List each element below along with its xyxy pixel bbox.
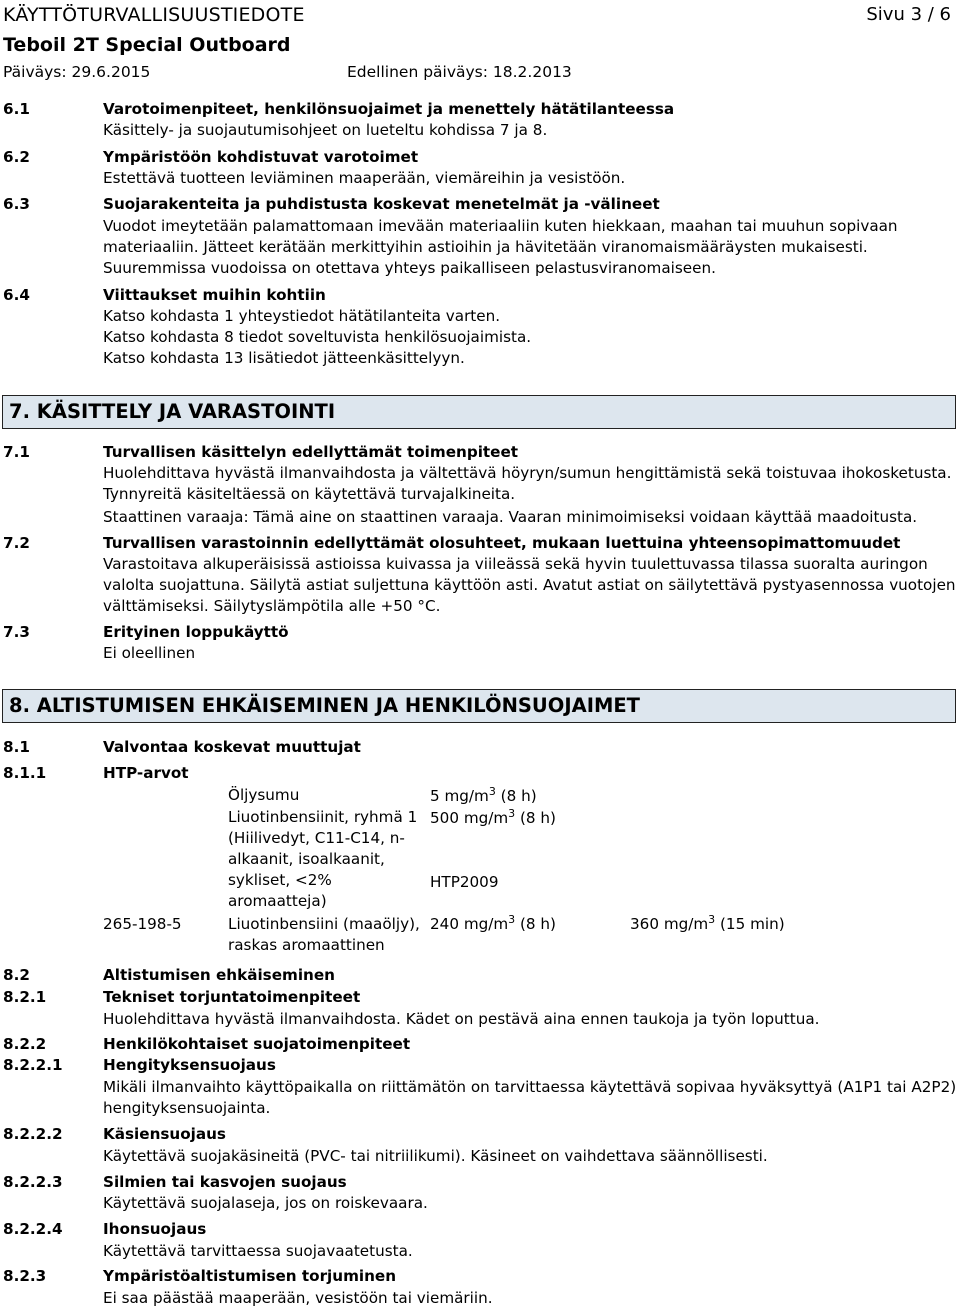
- section-heading: HTP-arvot: [103, 764, 189, 782]
- section-7-title-bar: 7. KÄSITTELY JA VARASTOINTI: [2, 395, 956, 429]
- section-heading: Valvontaa koskevat muuttujat: [103, 738, 361, 756]
- section-number: 7.1: [3, 443, 30, 461]
- section-number: 7.2: [3, 534, 30, 552]
- section-number: 8.2.2.3: [3, 1173, 63, 1191]
- section-number: 6.4: [3, 286, 30, 304]
- section-text: Estettävä tuotteen leviäminen maaperään, viemäreihin ja vesistöön.: [103, 169, 626, 187]
- htp-substance-name: Öljysumu: [228, 786, 300, 804]
- section-heading: Turvallisen käsittelyn edellyttämät toimenpiteet: [103, 443, 519, 461]
- section-heading: Ihonsuojaus: [103, 1220, 207, 1238]
- section-heading: Henkilökohtaiset suojatoimenpiteet: [103, 1035, 411, 1053]
- section-text: Käytettävä tarvittaessa suojavaatetusta.: [103, 1242, 413, 1260]
- section-heading: Suojarakenteita ja puhdistusta koskevat menetelmät ja -välineet: [103, 195, 660, 213]
- section-heading: Silmien tai kasvojen suojaus: [103, 1173, 347, 1191]
- section-text: Staattinen varaaja: Tämä aine on staattinen varaaja. Vaaran minimoimiseksi voidaan käyttää maadoitusta.: [103, 508, 918, 526]
- page-number: Sivu 3 / 6: [866, 4, 951, 25]
- section-number: 8.2: [3, 966, 30, 984]
- section-text: Katso kohdasta 13 lisätiedot jätteenkäsittelyyn.: [103, 349, 465, 367]
- section-text: Katso kohdasta 1 yhteystiedot hätätilanteita varten.: [103, 307, 501, 325]
- issue-date: Päiväys: 29.6.2015: [3, 63, 151, 81]
- section-text: Suuremmissa vuodoissa on otettava yhteys paikalliseen pelastusviranomaiseen.: [103, 259, 716, 277]
- product-name: Teboil 2T Special Outboard: [3, 34, 291, 56]
- htp-reference: HTP2009: [430, 873, 499, 891]
- section-heading: Varotoimenpiteet, henkilönsuojaimet ja menettely hätätilanteessa: [103, 100, 675, 118]
- section-number: 8.1.1: [3, 764, 47, 782]
- htp-substance-name: Liuotinbensiini (maaöljy), raskas aromaattinen: [228, 915, 420, 954]
- section-text: Varastoitava alkuperäisissä astioissa kuivassa ja viileässä sekä hyvin tuulettuvassa tilassa suoralta auringon valolta suojattuna. Säilytä astiat suljettuna käyttöön asti. Avatut astiat on säilytettävä pystyasennossa vuotojen välttämiseksi. Säilytyslämpötila alle +50 °C.: [103, 555, 956, 615]
- section-text: Vuodot imeytetään palamattomaan imevään materiaaliin kuten hiekkaan, maahan tai muuhun sopivaan materiaaliin. Jätteet kerätään merkittyihin astioihin ja hävitetään viranomaismääräysten mukaisesti.: [103, 217, 898, 256]
- section-heading: Erityinen loppukäyttö: [103, 623, 289, 641]
- htp-value-8h: 240 $mg/m^3$ (8 h): [430, 913, 556, 933]
- section-heading: Ympäristöön kohdistuvat varotoimet: [103, 148, 419, 166]
- section-number: 8.1: [3, 738, 30, 756]
- previous-date: Edellinen päiväys: 18.2.2013: [347, 63, 572, 81]
- section-number: 6.3: [3, 195, 30, 213]
- section-text: Katso kohdasta 8 tiedot soveltuvista henkilösuojaimista.: [103, 328, 532, 346]
- section-heading: Turvallisen varastoinnin edellyttämät olosuhteet, mukaan luettuina yhteensopimattomuudet: [103, 534, 901, 552]
- section-number: 8.2.2: [3, 1035, 47, 1053]
- section-heading: Altistumisen ehkäiseminen: [103, 966, 335, 984]
- document-type-title: KÄYTTÖTURVALLISUUSTIEDOTE: [3, 4, 305, 26]
- htp-substance-name: Liuotinbensiinit, ryhmä 1 (Hiilivedyt, C11-C14, n-alkaanit, isoalkaanit, sykliset, <2% aromaatteja): [228, 808, 418, 910]
- section-number: 7.3: [3, 623, 30, 641]
- section-text: Käytettävä suojakäsineitä (PVC- tai nitriilikumi). Käsineet on vaihdettava säännöllisesti.: [103, 1147, 768, 1165]
- htp-value-8h: 500 $mg/m^3$ (8 h): [430, 807, 556, 827]
- section-text: Käsittely- ja suojautumisohjeet on lueteltu kohdissa 7 ja 8.: [103, 121, 548, 139]
- section-heading: Ympäristöaltistumisen torjuminen: [103, 1267, 397, 1285]
- section-text: Ei oleellinen: [103, 644, 196, 662]
- section-text: Ei saa päästää maaperään, vesistöön tai viemäriin.: [103, 1289, 493, 1307]
- section-number: 8.2.2.1: [3, 1056, 63, 1074]
- section-heading: Käsiensuojaus: [103, 1125, 226, 1143]
- section-text: Mikäli ilmanvaihto käyttöpaikalla on riittämätön on tarvittaessa käytettävä sopivaa hyväksyttyä (A1P1 tai A2P2) hengityksensuojainta.: [103, 1078, 957, 1117]
- htp-value-15min: 360 $mg/m^3$ (15 min): [630, 913, 785, 933]
- section-number: 8.2.3: [3, 1267, 47, 1285]
- htp-cas-number: 265-198-5: [103, 915, 182, 933]
- section-number: 8.2.2.4: [3, 1220, 63, 1238]
- section-8-title-bar: 8. ALTISTUMISEN EHKÄISEMINEN JA HENKILÖNSUOJAIMET: [2, 689, 956, 723]
- section-heading: Viittaukset muihin kohtiin: [103, 286, 326, 304]
- section-heading: Tekniset torjuntatoimenpiteet: [103, 988, 361, 1006]
- section-number: 6.2: [3, 148, 30, 166]
- section-text: Huolehdittava hyvästä ilmanvaihdosta ja vältettävä höyryn/sumun hengittämistä sekä toistuvaa ihokosketusta.: [103, 464, 952, 482]
- section-heading: Hengityksensuojaus: [103, 1056, 276, 1074]
- section-text: Huolehdittava hyvästä ilmanvaihdosta. Kädet on pestävä aina ennen taukoja ja työn loputtua.: [103, 1010, 820, 1028]
- section-number: 8.2.1: [3, 988, 47, 1006]
- htp-value-8h: 5 $mg/m^3$ (8 h): [430, 785, 537, 805]
- section-number: 8.2.2.2: [3, 1125, 63, 1143]
- section-text: Tynnyreitä käsiteltäessä on käytettävä turvajalkineita.: [103, 485, 516, 503]
- section-text: Käytettävä suojalaseja, jos on roiskevaara.: [103, 1194, 428, 1212]
- section-number: 6.1: [3, 100, 30, 118]
